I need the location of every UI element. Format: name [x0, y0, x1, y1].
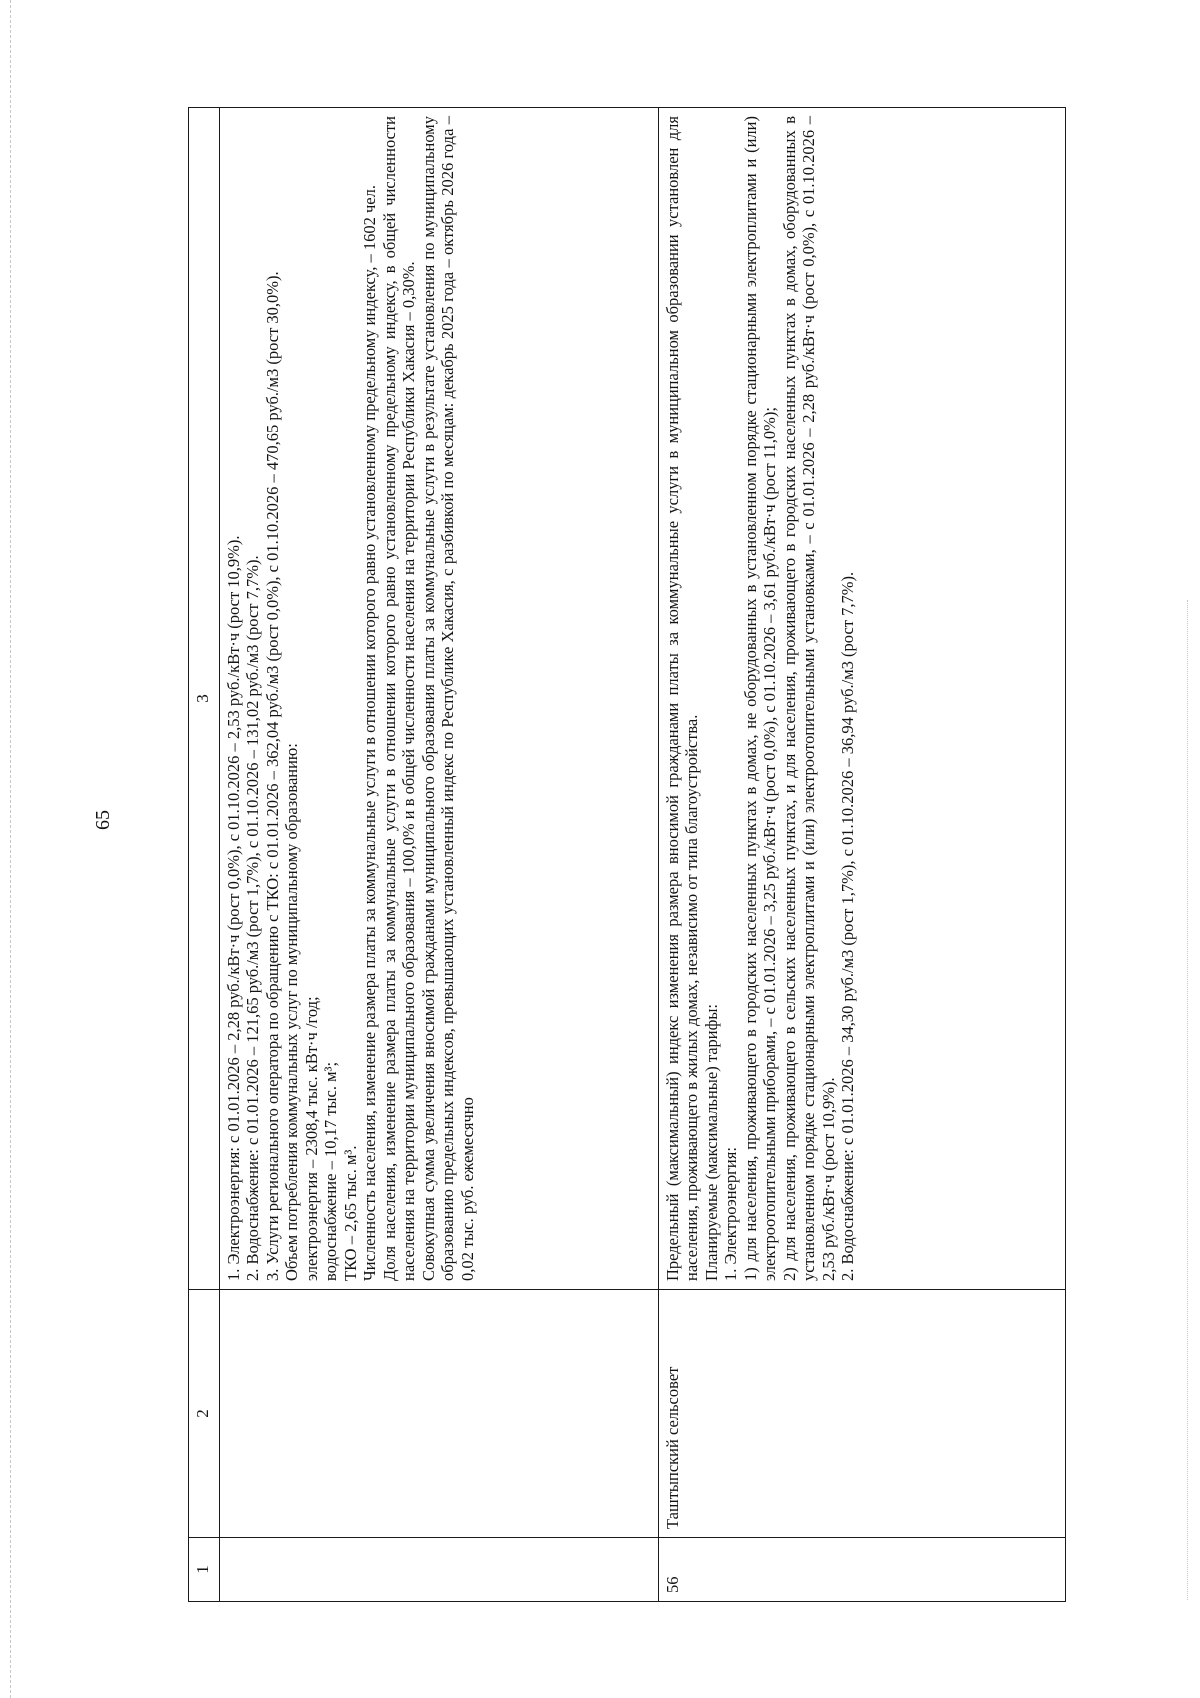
- table-row: [220, 108, 659, 1602]
- tariff-table: [188, 107, 1066, 1602]
- content-line: 3. Услуги регионального оператора по обращению с ТКО: с 01.01.2026 – 362,04 руб./м3 (рост 0,0%), с 01.10.2026 – 470,65 руб./м3 (рост 30,0%).: [262, 271, 282, 1281]
- scan-edge-right: [1187, 600, 1188, 1600]
- content-line: Предельный (максимальный) индекс изменения размера вносимой гражданами платы за коммунальные услуги в муниципальном образовании установлен для населения, проживающего в жилых домах, независимо от типа благоустройства.: [663, 116, 702, 1281]
- page-number: 65: [92, 810, 114, 830]
- content-line: 1) для населения, проживающего в городских населенных пунктах в домах, не оборудованных в установленном порядке стационарными электроплитами и (или) электроотопительными приборами, – с 01.01.2026 – 3,25 руб./кВт·ч (рост 0,0%), с 01.10.2026 – 3,61 руб./кВт·ч (рост 11,0%);: [740, 116, 780, 1281]
- table-row: [659, 108, 1066, 1602]
- row-content: [220, 108, 659, 1290]
- content-line: Доля населения, изменение размера платы за коммунальные услуги в отношении которого равно установленному предельному индексу, в общей численности населения на территории муниципального образования – 100,0% и в общей численности населения на территории Республики Хакасия – 0,30%.: [379, 116, 419, 1281]
- content-line: Планируемые (максимальные) тарифы:: [701, 1004, 721, 1281]
- row-number: [220, 1538, 659, 1602]
- header-cell-3: 3: [189, 108, 220, 1290]
- scan-edge-left: [10, 0, 11, 1698]
- content-line: Совокупная сумма увеличения вносимой гражданами муниципального образования платы за коммунальные услуги в результате установления по муниципальному образованию предельных индексов, превышающих установленный индекс по Республике Хакасия, с разбивкой по месяцам: декабрь 2025 года – октябрь 2026 года – 0,02 тыс. руб. ежемесячно: [418, 116, 477, 1281]
- row-number: 56: [659, 1538, 1066, 1602]
- row-content: [659, 108, 1066, 1290]
- header-cell-2: 2: [189, 1290, 220, 1538]
- content-line: 2. Водоснабжение: с 01.01.2026 – 121,65 руб./м3 (рост 1,7%), с 01.10.2026 – 131,02 руб./м3 (рост 7,7%).: [243, 555, 263, 1281]
- header-cell-1: 1: [189, 1538, 220, 1602]
- content-line: 1. Электроэнергия: с 01.01.2026 – 2,28 руб./кВт·ч (рост 0,0%), с 01.10.2026 – 2,53 руб./кВт·ч (рост 10,9%).: [224, 535, 243, 1281]
- content-line: 1. Электроэнергия:: [721, 1147, 741, 1281]
- content-line: ТКО – 2,65 тыс. м³.: [340, 1145, 360, 1281]
- municipality-name: [220, 1290, 659, 1538]
- content-line: электроэнергия – 2308,4 тыс. кВт·ч /год;: [301, 996, 321, 1281]
- content-line: 2. Водоснабжение: с 01.01.2026 – 34,30 руб./м3 (рост 1,7%), с 01.10.2026 – 36,94 руб./м3 (рост 7,7%).: [838, 571, 858, 1281]
- table-header-row: [189, 108, 220, 1602]
- municipality-name: Таштыпский сельсовет: [659, 1290, 1066, 1538]
- content-line: Численность населения, изменение размера платы за коммунальные услуги в отношении которого равно установленному предельному индексу, – 1602 чел.: [360, 185, 380, 1281]
- content-line: Объем потребления коммунальных услуг по муниципальному образованию:: [282, 743, 302, 1281]
- content-line: водоснабжение – 10,17 тыс. м³;: [321, 1061, 341, 1281]
- rotated-table: [188, 108, 1044, 1602]
- content-line: 2) для населения, проживающего в сельских населенных пунктах, и для населения, проживающего в городских населенных пунктах в домах, оборудованных в установленном порядке стационарными электроплитами и (или) электроотопительными установками, – с 01.01.2026 – 2,28 руб./кВт·ч (рост 0,0%), с 01.10.2026 – 2,53 руб./кВт·ч (рост 10,9%).: [779, 116, 838, 1281]
